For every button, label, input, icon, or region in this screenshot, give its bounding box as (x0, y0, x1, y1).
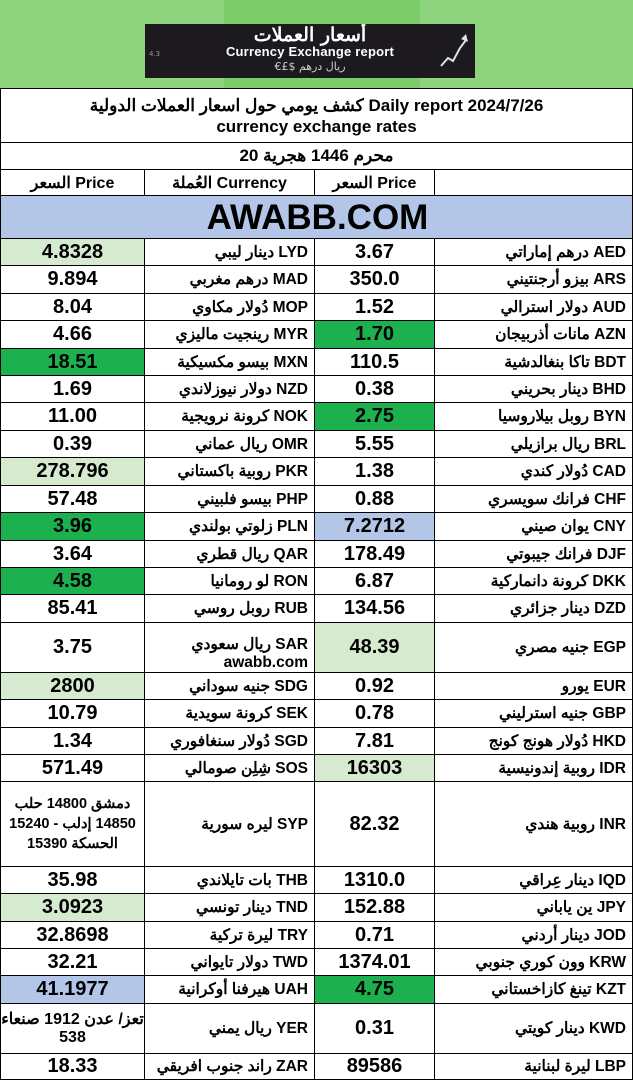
currency-left-cell: روبل روسي RUB (145, 595, 315, 623)
currency-right-cell: دولار استرالي AUD (435, 294, 633, 321)
currency-right-cell: دُولار هونج كونج HKD (435, 728, 633, 755)
currency-left-cell: دُولار مكاوي MOP (145, 294, 315, 321)
price-right-cell: 0.38 (315, 376, 435, 403)
currency-right-cell: ريال برازيلي BRL (435, 431, 633, 458)
price-right-cell: 7.2712 (315, 513, 435, 541)
header-empty-cell (435, 170, 633, 196)
chart-arrow-icon (439, 28, 469, 72)
report-title-line2: currency exchange rates (216, 116, 417, 136)
currency-left-cell: لو رومانيا RON (145, 568, 315, 595)
price-left-cell: 0.39 (0, 431, 145, 458)
currency-right-cell: درهم إماراتي AED (435, 239, 633, 266)
price-left-cell: 4.66 (0, 321, 145, 349)
currency-right-cell: روبية إندونيسية IDR (435, 755, 633, 782)
site-name: AWABB.COM (206, 198, 429, 237)
logo-chart-number: 4.3 (149, 50, 161, 58)
price-left-cell: 278.796 (0, 458, 145, 486)
currency-left-cell: دينار ليبي LYD (145, 239, 315, 266)
price-right-cell: 1.70 (315, 321, 435, 349)
report-title (0, 88, 633, 143)
price-left-cell: 85.41 (0, 595, 145, 623)
currency-left-cell: بيسو مكسيكية MXN (145, 349, 315, 376)
hijri-date: 20 محرم 1446 هجرية (0, 143, 633, 170)
price-left-cell: 35.98 (0, 867, 145, 894)
price-left-cell: 4.8328 (0, 239, 145, 266)
currency-right-cell: ين ياباني JPY (435, 894, 633, 922)
price-right-cell: 178.49 (315, 541, 435, 568)
currency-left-cell: درهم مغربي MAD (145, 266, 315, 294)
price-left-cell: 57.48 (0, 486, 145, 513)
currency-left-cell: ريال سعودي SAR awabb.com (145, 623, 315, 673)
currency-left-cell: ريال قطري QAR (145, 541, 315, 568)
currency-right-cell: روبل بيلاروسيا BYN (435, 403, 633, 431)
header-currency: العُملة Currency (145, 170, 315, 196)
currency-right-cell: كرونة دانماركية DKK (435, 568, 633, 595)
price-right-cell: 0.92 (315, 673, 435, 700)
price-right-cell: 48.39 (315, 623, 435, 673)
logo-currency-symbols: €£$ ريال درهم (274, 60, 346, 73)
currency-left-cell: ريال يمني YER (145, 1004, 315, 1054)
report-title-line1: كشف يومي حول اسعار العملات الدولية Daily report 2024/7/26 (89, 95, 544, 115)
currency-right-cell: بيزو أرجنتيني ARS (435, 266, 633, 294)
price-left-cell: 9.894 (0, 266, 145, 294)
currency-left-cell: بات تايلاندي THB (145, 867, 315, 894)
price-right-cell: 350.0 (315, 266, 435, 294)
currency-left-cell: هيرفنا أوكرانية UAH (145, 976, 315, 1004)
currency-right-cell: جنيه استرليني GBP (435, 700, 633, 728)
price-left-cell: 11.00 (0, 403, 145, 431)
currency-right-cell: فرانك سويسري CHF (435, 486, 633, 513)
currency-left-cell: كرونة نرويجية NOK (145, 403, 315, 431)
price-left-cell: 8.04 (0, 294, 145, 321)
logo-english-title: Currency Exchange report (225, 44, 395, 59)
price-left-cell: 41.1977 (0, 976, 145, 1004)
currency-left-cell: ليرة تركية TRY (145, 922, 315, 949)
price-right-cell: 6.87 (315, 568, 435, 595)
price-left-cell: 18.33 (0, 1054, 145, 1080)
price-left-cell: 32.8698 (0, 922, 145, 949)
logo-arabic-title: أسعار العملات (253, 24, 367, 46)
currency-right-cell: دينار عِراقي IQD (435, 867, 633, 894)
currency-right-cell: تينغ كازاخستاني KZT (435, 976, 633, 1004)
price-right-cell: 5.55 (315, 431, 435, 458)
price-right-cell: 1310.0 (315, 867, 435, 894)
price-right-cell: 1374.01 (315, 949, 435, 976)
price-right-cell: 152.88 (315, 894, 435, 922)
currency-left-cell: كرونة سويدية SEK (145, 700, 315, 728)
currency-right-cell: دُولار كندي CAD (435, 458, 633, 486)
price-right-cell: 4.75 (315, 976, 435, 1004)
currency-left-cell: زلوتي بولندي PLN (145, 513, 315, 541)
price-right-cell: 16303 (315, 755, 435, 782)
currency-right-cell: جنيه مصري EGP (435, 623, 633, 673)
price-right-cell: 3.67 (315, 239, 435, 266)
price-right-cell: 7.81 (315, 728, 435, 755)
price-right-cell: 134.56 (315, 595, 435, 623)
price-right-cell: 0.88 (315, 486, 435, 513)
currency-right-cell: دينار كويتي KWD (435, 1004, 633, 1054)
currency-right-cell: مانات أذربيجان AZN (435, 321, 633, 349)
currency-right-cell: يورو EUR (435, 673, 633, 700)
price-left-cell: 3.96 (0, 513, 145, 541)
currency-left-cell: دينار تونسي TND (145, 894, 315, 922)
currency-right-cell: تاكا بنغالدشية BDT (435, 349, 633, 376)
currency-left-cell: جنيه سوداني SDG (145, 673, 315, 700)
price-right-cell: 0.78 (315, 700, 435, 728)
currency-left-cell: ليره سورية SYP (145, 782, 315, 867)
price-right-cell: 2.75 (315, 403, 435, 431)
currency-right-cell: دينار بحريني BHD (435, 376, 633, 403)
price-left-cell: 3.0923 (0, 894, 145, 922)
currency-left-cell: شِلِن صومالي SOS (145, 755, 315, 782)
price-left-cell: 3.64 (0, 541, 145, 568)
price-left-cell: تعز/ عدن 1912 صنعاء 538 (0, 1004, 145, 1054)
price-left-cell: 4.58 (0, 568, 145, 595)
currency-right-cell: دينار أردني JOD (435, 922, 633, 949)
currency-left-cell: رينجيت ماليزي MYR (145, 321, 315, 349)
currency-right-cell: روبية هندي INR (435, 782, 633, 867)
price-left-cell: 571.49 (0, 755, 145, 782)
currency-left-cell: راند جنوب افريقي ZAR (145, 1054, 315, 1080)
currency-right-cell: دينار جزائري DZD (435, 595, 633, 623)
price-right-cell: 0.71 (315, 922, 435, 949)
price-left-cell: 32.21 (0, 949, 145, 976)
currency-right-cell: ليرة لبنانية LBP (435, 1054, 633, 1080)
price-left-cell: 3.75 (0, 623, 145, 673)
header-price-right: السعر Price (315, 170, 435, 196)
price-left-cell: 1.69 (0, 376, 145, 403)
price-left-cell: 1.34 (0, 728, 145, 755)
currency-right-cell: فرانك جيبوتي DJF (435, 541, 633, 568)
price-right-cell: 0.31 (315, 1004, 435, 1054)
price-right-cell: 110.5 (315, 349, 435, 376)
price-left-cell: 18.51 (0, 349, 145, 376)
price-right-cell: 1.38 (315, 458, 435, 486)
currency-left-cell: دولار نيوزلاندي NZD (145, 376, 315, 403)
currency-left-cell: دُولار سنغافوري SGD (145, 728, 315, 755)
currency-left-cell: روبية باكستاني PKR (145, 458, 315, 486)
price-left-cell: 2800 (0, 673, 145, 700)
price-right-cell: 1.52 (315, 294, 435, 321)
currency-left-cell: دولار تايواني TWD (145, 949, 315, 976)
currency-right-cell: يوان صيني CNY (435, 513, 633, 541)
currency-right-cell: وون كوري جنوبي KRW (435, 949, 633, 976)
currency-left-cell: بيسو فلبيني PHP (145, 486, 315, 513)
logo (145, 24, 475, 78)
currency-left-cell: ريال عماني OMR (145, 431, 315, 458)
price-right-cell: 82.32 (315, 782, 435, 867)
price-right-cell: 89586 (315, 1054, 435, 1080)
site-banner (0, 196, 633, 239)
price-left-cell: 10.79 (0, 700, 145, 728)
header-price-left: السعر Price (0, 170, 145, 196)
price-left-cell: دمشق 14800 حلب 14850 إدلب - 15240 الحسكة 15390 (0, 782, 145, 867)
